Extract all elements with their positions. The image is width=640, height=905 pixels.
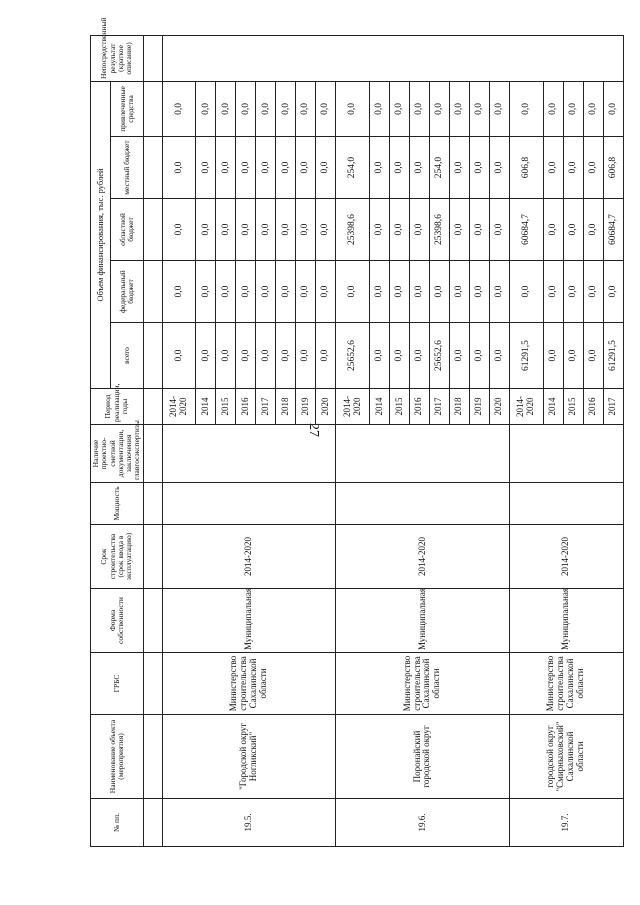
header-row-top — [91, 35, 111, 846]
total-cell: 0,0 — [409, 323, 429, 389]
total-cell: 0,0 — [370, 323, 390, 389]
total-cell: 0,0 — [389, 323, 409, 389]
regional-cell: 0,0 — [563, 199, 583, 261]
spacer-cell — [143, 799, 162, 847]
spacer-cell — [143, 81, 162, 136]
federal-cell: 0,0 — [316, 261, 336, 323]
period-cell: 2014-2020 — [336, 389, 370, 425]
federal-cell: 0,0 — [256, 261, 276, 323]
spacer-cell — [143, 199, 162, 261]
total-cell: 0,0 — [469, 323, 489, 389]
period-cell: 2015 — [216, 389, 236, 425]
period-cell: 2017 — [256, 389, 276, 425]
row-number: 19.7. — [509, 799, 623, 847]
page-number: 27 — [306, 423, 321, 437]
total-cell: 25652,6 — [429, 323, 449, 389]
attracted-cell: 0,0 — [196, 81, 216, 136]
attracted-cell: 0,0 — [296, 81, 316, 136]
local-cell: 0,0 — [196, 137, 216, 199]
period-cell: 2020 — [316, 389, 336, 425]
spacer-cell — [143, 715, 162, 799]
attracted-cell: 0,0 — [469, 81, 489, 136]
regional-cell: 0,0 — [316, 199, 336, 261]
period-cell: 2019 — [296, 389, 316, 425]
period-cell: 2014 — [543, 389, 563, 425]
attracted-cell: 0,0 — [509, 81, 543, 136]
period-cell: 2016 — [409, 389, 429, 425]
federal-cell: 0,0 — [336, 261, 370, 323]
grbs-name: Министерство строительства Сахалинской области — [162, 653, 336, 715]
attracted-cell: 0,0 — [449, 81, 469, 136]
attracted-cell: 0,0 — [336, 81, 370, 136]
federal-cell: 0,0 — [276, 261, 296, 323]
total-cell: 0,0 — [583, 323, 603, 389]
spacer-cell — [143, 525, 162, 589]
header-ownership: Форма собственности — [91, 589, 144, 653]
attracted-cell: 0,0 — [603, 81, 623, 136]
financing-table — [90, 17, 624, 847]
regional-cell: 25398,6 — [336, 199, 370, 261]
local-cell: 0,0 — [216, 137, 236, 199]
table-body — [143, 35, 623, 846]
attracted-cell: 0,0 — [489, 81, 509, 136]
period-cell: 2016 — [236, 389, 256, 425]
header-federal: федеральный бюджет — [111, 261, 143, 323]
federal-cell: 0,0 — [196, 261, 216, 323]
period-cell: 2017 — [603, 389, 623, 425]
header-regional: областной бюджет — [111, 199, 143, 261]
regional-cell: 0,0 — [489, 199, 509, 261]
header-grbs: ГРБС — [91, 653, 144, 715]
ownership-form: Муниципальная — [336, 589, 510, 653]
regional-cell: 0,0 — [469, 199, 489, 261]
total-cell: 0,0 — [236, 323, 256, 389]
period-cell: 2017 — [429, 389, 449, 425]
attracted-cell: 0,0 — [256, 81, 276, 136]
federal-cell: 0,0 — [216, 261, 236, 323]
spacer-cell — [143, 389, 162, 425]
federal-cell: 0,0 — [389, 261, 409, 323]
total-cell: 0,0 — [563, 323, 583, 389]
grbs-name: Министерство строительства Сахалинской области — [509, 653, 623, 715]
local-cell: 0,0 — [316, 137, 336, 199]
total-cell: 0,0 — [296, 323, 316, 389]
header-num: № пп. — [91, 799, 144, 847]
period-cell: 2019 — [469, 389, 489, 425]
federal-cell: 0,0 — [603, 261, 623, 323]
regional-cell: 0,0 — [370, 199, 390, 261]
attracted-cell: 0,0 — [389, 81, 409, 136]
construction-term: 2014-2020 — [162, 525, 336, 589]
federal-cell: 0,0 — [409, 261, 429, 323]
total-cell: 0,0 — [316, 323, 336, 389]
local-cell: 0,0 — [543, 137, 563, 199]
ownership-form: Муниципальная — [162, 589, 336, 653]
header-result: Непосредственный результат (краткое описание) — [91, 35, 144, 81]
total-cell: 0,0 — [543, 323, 563, 389]
header-name: Наименование объекта (мероприятия) — [91, 715, 144, 799]
spacer-cell — [143, 137, 162, 199]
local-cell: 606,8 — [603, 137, 623, 199]
header-psd: Наличие проектно-сметной документации, заключения главгосэкспертизы — [91, 425, 144, 483]
federal-cell: 0,0 — [563, 261, 583, 323]
federal-cell: 0,0 — [543, 261, 563, 323]
attracted-cell: 0,0 — [316, 81, 336, 136]
header-attracted: привлеченные средства — [111, 81, 143, 136]
spacer-cell — [143, 323, 162, 389]
period-cell: 2018 — [449, 389, 469, 425]
regional-cell: 0,0 — [449, 199, 469, 261]
local-cell: 0,0 — [296, 137, 316, 199]
row-number: 19.6. — [336, 799, 510, 847]
local-cell: 0,0 — [583, 137, 603, 199]
header-period: Период реализации, годы — [91, 389, 144, 425]
total-cell: 0,0 — [449, 323, 469, 389]
local-cell: 0,0 — [469, 137, 489, 199]
attracted-cell: 0,0 — [563, 81, 583, 136]
period-cell: 2015 — [563, 389, 583, 425]
attracted-cell: 0,0 — [162, 81, 196, 136]
attracted-cell: 0,0 — [409, 81, 429, 136]
total-cell: 0,0 — [162, 323, 196, 389]
period-cell: 2020 — [489, 389, 509, 425]
total-cell: 0,0 — [196, 323, 216, 389]
total-cell: 0,0 — [216, 323, 236, 389]
period-cell: 2018 — [276, 389, 296, 425]
attracted-cell: 0,0 — [370, 81, 390, 136]
total-cell: 0,0 — [256, 323, 276, 389]
federal-cell: 0,0 — [449, 261, 469, 323]
header-term: Срок строительства (срок ввода в эксплуатацию) — [91, 525, 144, 589]
period-cell: 2014-2020 — [509, 389, 543, 425]
attracted-cell: 0,0 — [236, 81, 256, 136]
federal-cell: 0,0 — [489, 261, 509, 323]
federal-cell: 0,0 — [469, 261, 489, 323]
attracted-cell: 0,0 — [543, 81, 563, 136]
psd-cell — [336, 425, 510, 483]
table-row — [336, 35, 370, 846]
spacer-row — [143, 35, 162, 846]
construction-term: 2014-2020 — [336, 525, 510, 589]
period-cell: 2014-2020 — [162, 389, 196, 425]
local-cell: 0,0 — [236, 137, 256, 199]
total-cell: 0,0 — [489, 323, 509, 389]
attracted-cell: 0,0 — [583, 81, 603, 136]
local-cell: 0,0 — [563, 137, 583, 199]
regional-cell: 60684,7 — [509, 199, 543, 261]
local-cell: 0,0 — [162, 137, 196, 199]
spacer-cell — [143, 589, 162, 653]
local-cell: 0,0 — [389, 137, 409, 199]
regional-cell: 0,0 — [216, 199, 236, 261]
regional-cell: 25398,6 — [429, 199, 449, 261]
object-name: городской округ "Смирныховский" Сахалинской области — [509, 715, 623, 799]
federal-cell: 0,0 — [236, 261, 256, 323]
period-cell: 2014 — [196, 389, 216, 425]
document-page — [90, 17, 618, 847]
spacer-cell — [143, 261, 162, 323]
grbs-name: Министерство строительства Сахалинской области — [336, 653, 510, 715]
regional-cell: 60684,7 — [603, 199, 623, 261]
capacity-cell — [509, 483, 623, 525]
object-name: "Городской округ Ногликский" — [162, 715, 336, 799]
local-cell: 254,0 — [429, 137, 449, 199]
local-cell: 0,0 — [256, 137, 276, 199]
psd-cell — [509, 425, 623, 483]
table-row — [162, 35, 196, 846]
local-cell: 606,8 — [509, 137, 543, 199]
attracted-cell: 0,0 — [429, 81, 449, 136]
regional-cell: 0,0 — [296, 199, 316, 261]
period-cell: 2016 — [583, 389, 603, 425]
object-name: Поронайский городской округ — [336, 715, 510, 799]
ownership-form: Муниципальная — [509, 589, 623, 653]
federal-cell: 0,0 — [583, 261, 603, 323]
federal-cell: 0,0 — [370, 261, 390, 323]
regional-cell: 0,0 — [276, 199, 296, 261]
attracted-cell: 0,0 — [276, 81, 296, 136]
construction-term: 2014-2020 — [509, 525, 623, 589]
federal-cell: 0,0 — [429, 261, 449, 323]
header-local: местный бюджет — [111, 137, 143, 199]
total-cell: 25652,6 — [336, 323, 370, 389]
regional-cell: 0,0 — [236, 199, 256, 261]
regional-cell: 0,0 — [543, 199, 563, 261]
row-number: 19.5. — [162, 799, 336, 847]
result-cell — [162, 35, 623, 81]
local-cell: 0,0 — [276, 137, 296, 199]
period-cell: 2015 — [389, 389, 409, 425]
psd-cell — [162, 425, 336, 483]
table-row — [509, 35, 543, 846]
total-cell: 61291,5 — [509, 323, 543, 389]
total-cell: 0,0 — [276, 323, 296, 389]
spacer-cell — [143, 35, 162, 81]
header-total: всего — [111, 323, 143, 389]
regional-cell: 0,0 — [256, 199, 276, 261]
header-funding-title: Объем финансирования, тыс. рублей — [91, 81, 111, 388]
federal-cell: 0,0 — [509, 261, 543, 323]
capacity-cell — [336, 483, 510, 525]
spacer-cell — [143, 425, 162, 483]
federal-cell: 0,0 — [296, 261, 316, 323]
local-cell: 0,0 — [449, 137, 469, 199]
rotated-table-page — [90, 17, 618, 847]
local-cell: 0,0 — [489, 137, 509, 199]
local-cell: 254,0 — [336, 137, 370, 199]
regional-cell: 0,0 — [196, 199, 216, 261]
regional-cell: 0,0 — [409, 199, 429, 261]
period-cell: 2014 — [370, 389, 390, 425]
local-cell: 0,0 — [370, 137, 390, 199]
attracted-cell: 0,0 — [216, 81, 236, 136]
regional-cell: 0,0 — [583, 199, 603, 261]
spacer-cell — [143, 653, 162, 715]
capacity-cell — [162, 483, 336, 525]
regional-cell: 0,0 — [162, 199, 196, 261]
local-cell: 0,0 — [409, 137, 429, 199]
spacer-cell — [143, 483, 162, 525]
total-cell: 61291,5 — [603, 323, 623, 389]
regional-cell: 0,0 — [389, 199, 409, 261]
header-capacity: Мощность — [91, 483, 144, 525]
federal-cell: 0,0 — [162, 261, 196, 323]
